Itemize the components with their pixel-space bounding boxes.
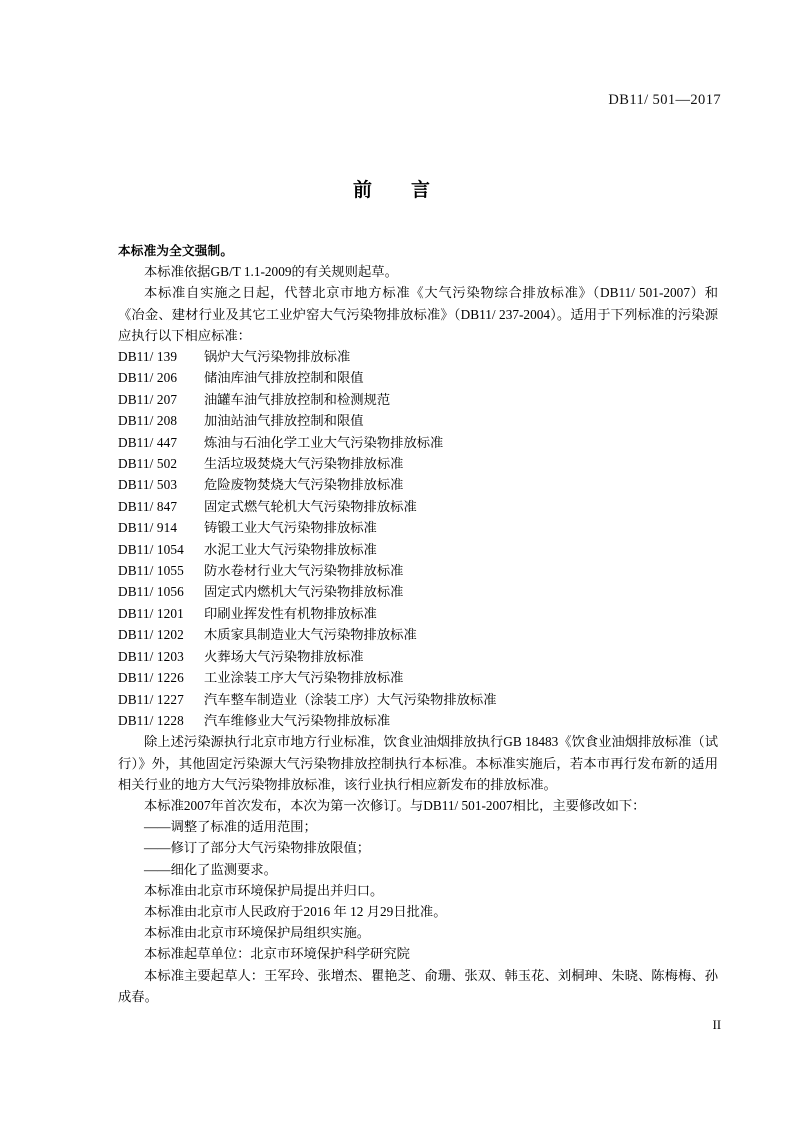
standard-code: DB11/ 139 bbox=[118, 349, 178, 365]
standard-code: DB11/ 1203 bbox=[118, 648, 184, 664]
standard-name: 铸锻工业大气污染物排放标准 bbox=[204, 520, 377, 536]
standard-name: 生活垃圾焚烧大气污染物排放标准 bbox=[204, 456, 404, 472]
page-number: II bbox=[712, 1018, 721, 1032]
paragraph-scope-exception: 除上述污染源执行北京市地方行业标准，饮食业油烟排放执行GB 18483《饮食业油烟排放标准（试行）》外，其他固定污染源大气污染物排放控制执行本标准。本标准实施后，若本市再行发布新的适用相关行业的地方大气污染物排放标准，该行业执行相应新发布的排放标准。 bbox=[118, 734, 718, 792]
standard-name: 木质家具制造业大气污染物排放标准 bbox=[204, 627, 417, 643]
standard-name: 工业涂装工序大气污染物排放标准 bbox=[204, 670, 404, 686]
standard-name: 汽车整车制造业（涂装工序）大气污染物排放标准 bbox=[204, 691, 497, 707]
standard-code: DB11/ 1227 bbox=[118, 691, 184, 707]
page-header-standard-code: DB11/ 501—2017 bbox=[608, 92, 721, 108]
standard-code: DB11/ 1056 bbox=[118, 584, 184, 600]
foreword-content bbox=[118, 240, 718, 1007]
list-item bbox=[118, 603, 718, 624]
list-item bbox=[118, 560, 718, 581]
list-item bbox=[118, 474, 718, 495]
standard-code: DB11/ 1226 bbox=[118, 670, 184, 686]
standard-code: DB11/ 1054 bbox=[118, 541, 184, 557]
standard-name: 印刷业挥发性有机物排放标准 bbox=[204, 605, 377, 621]
paragraph-revision-intro: 本标准2007年首次发布，本次为第一次修订。与DB11/ 501-2007相比，主要修改如下： bbox=[144, 797, 646, 813]
standard-code: DB11/ 914 bbox=[118, 520, 178, 536]
paragraph-implementation: 本标准由北京市环境保护局组织实施。 bbox=[144, 925, 371, 941]
mandatory-note: 本标准为全文强制。 bbox=[118, 243, 234, 258]
standard-name: 锅炉大气污染物排放标准 bbox=[204, 349, 351, 365]
paragraph-main-drafters: 本标准主要起草人：王军玲、张增杰、瞿艳芝、俞珊、张双、韩玉花、刘桐珅、朱晓、陈梅梅、孙成春。 bbox=[118, 967, 718, 1004]
standard-name: 汽车维修业大气污染物排放标准 bbox=[204, 712, 391, 728]
standard-name: 水泥工业大气污染物排放标准 bbox=[204, 541, 377, 557]
list-item bbox=[118, 367, 718, 388]
list-item bbox=[118, 517, 718, 538]
list-item bbox=[118, 389, 718, 410]
standard-code: DB11/ 847 bbox=[118, 498, 178, 514]
list-item bbox=[118, 581, 718, 602]
standard-name: 防水卷材行业大气污染物排放标准 bbox=[204, 563, 404, 579]
list-item bbox=[118, 432, 718, 453]
standard-code: DB11/ 206 bbox=[118, 370, 178, 386]
standard-code: DB11/ 208 bbox=[118, 413, 178, 429]
list-item bbox=[118, 496, 718, 517]
list-item bbox=[118, 410, 718, 431]
standard-name: 加油站油气排放控制和限值 bbox=[204, 413, 364, 429]
list-item bbox=[118, 667, 718, 688]
revision-item: ——修订了部分大气污染物排放限值； bbox=[144, 840, 371, 856]
list-item bbox=[118, 346, 718, 367]
standard-code: DB11/ 447 bbox=[118, 434, 178, 450]
list-item bbox=[118, 624, 718, 645]
paragraph-basis: 本标准依据GB/T 1.1-2009的有关规则起草。 bbox=[144, 264, 398, 280]
standard-name: 炼油与石油化学工业大气污染物排放标准 bbox=[204, 434, 444, 450]
standard-code: DB11/ 502 bbox=[118, 456, 178, 472]
standard-name: 固定式燃气轮机大气污染物排放标准 bbox=[204, 498, 417, 514]
paragraph-approval: 本标准由北京市人民政府于2016 年 12 月29日批准。 bbox=[144, 903, 447, 919]
list-item bbox=[118, 539, 718, 560]
standard-name: 火葬场大气污染物排放标准 bbox=[204, 648, 364, 664]
paragraph-drafting-unit: 本标准起草单位：北京市环境保护科学研究院 bbox=[144, 946, 410, 962]
revision-item: ——调整了标准的适用范围； bbox=[144, 819, 317, 835]
standard-code: DB11/ 1055 bbox=[118, 563, 184, 579]
list-item bbox=[118, 453, 718, 474]
revision-item: ——细化了监测要求。 bbox=[144, 861, 277, 877]
list-item bbox=[118, 689, 718, 710]
list-item bbox=[118, 646, 718, 667]
list-item bbox=[118, 710, 718, 731]
standard-name: 油罐车油气排放控制和检测规范 bbox=[204, 391, 391, 407]
standard-code: DB11/ 1202 bbox=[118, 627, 184, 643]
standard-code: DB11/ 1228 bbox=[118, 712, 184, 728]
standards-list bbox=[118, 346, 718, 731]
paragraph-proposer: 本标准由北京市环境保护局提出并归口。 bbox=[144, 882, 384, 898]
paragraph-replacement: 本标准自实施之日起，代替北京市地方标准《大气污染物综合排放标准》（DB11/ 501-2007）和《冶金、建材行业及其它工业炉窑大气污染物排放标准》（DB11/ 237-2004）。适用于下列标准的污染源应执行以下相应标准： bbox=[118, 285, 718, 343]
page-title: 前 言 bbox=[352, 179, 440, 201]
standard-code: DB11/ 1201 bbox=[118, 605, 184, 621]
standard-name: 储油库油气排放控制和限值 bbox=[204, 370, 364, 386]
standard-name: 危险废物焚烧大气污染物排放标准 bbox=[204, 477, 404, 493]
standard-name: 固定式内燃机大气污染物排放标准 bbox=[204, 584, 404, 600]
standard-code: DB11/ 503 bbox=[118, 477, 178, 493]
standard-code: DB11/ 207 bbox=[118, 391, 178, 407]
